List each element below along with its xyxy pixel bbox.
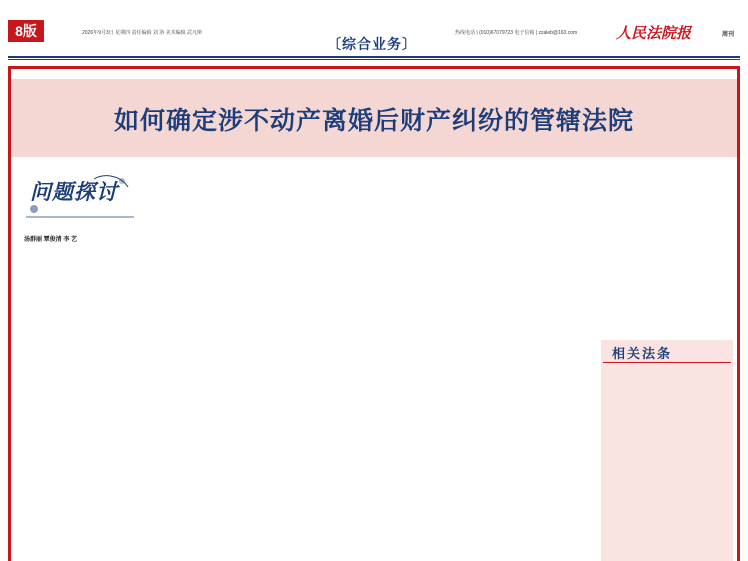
article-column-1	[24, 250, 136, 561]
section-tag: 〔综合业务〕	[327, 36, 417, 52]
masthead-sub: 周刊	[722, 32, 735, 38]
header-divider	[8, 56, 740, 58]
issue-meta: 2026年9月3日 星期四 责任编辑 刘 洛 美术编辑 武凡斯	[82, 30, 203, 36]
article-column-5	[601, 171, 731, 336]
article-title: 如何确定涉不动产离婚后财产纠纷的管辖法院	[113, 106, 634, 135]
page-number: 8版	[8, 20, 44, 42]
related-laws-divider	[603, 362, 731, 363]
header-divider-thin	[8, 59, 740, 60]
column-name: 问题探讨	[30, 179, 118, 204]
related-laws-text	[605, 366, 729, 561]
article-column-3	[298, 171, 444, 561]
byline: 汤群丽 覃俊清 李 艺	[24, 237, 78, 243]
article-column-2	[144, 171, 291, 561]
related-laws-heading: 相关法条	[612, 347, 673, 362]
masthead-logo: 人民法院报	[616, 24, 692, 42]
hotline: 热线电话 | (010)67079723 电子信箱 | zzaleb@163.com	[455, 30, 578, 36]
article-column-4	[452, 171, 594, 561]
